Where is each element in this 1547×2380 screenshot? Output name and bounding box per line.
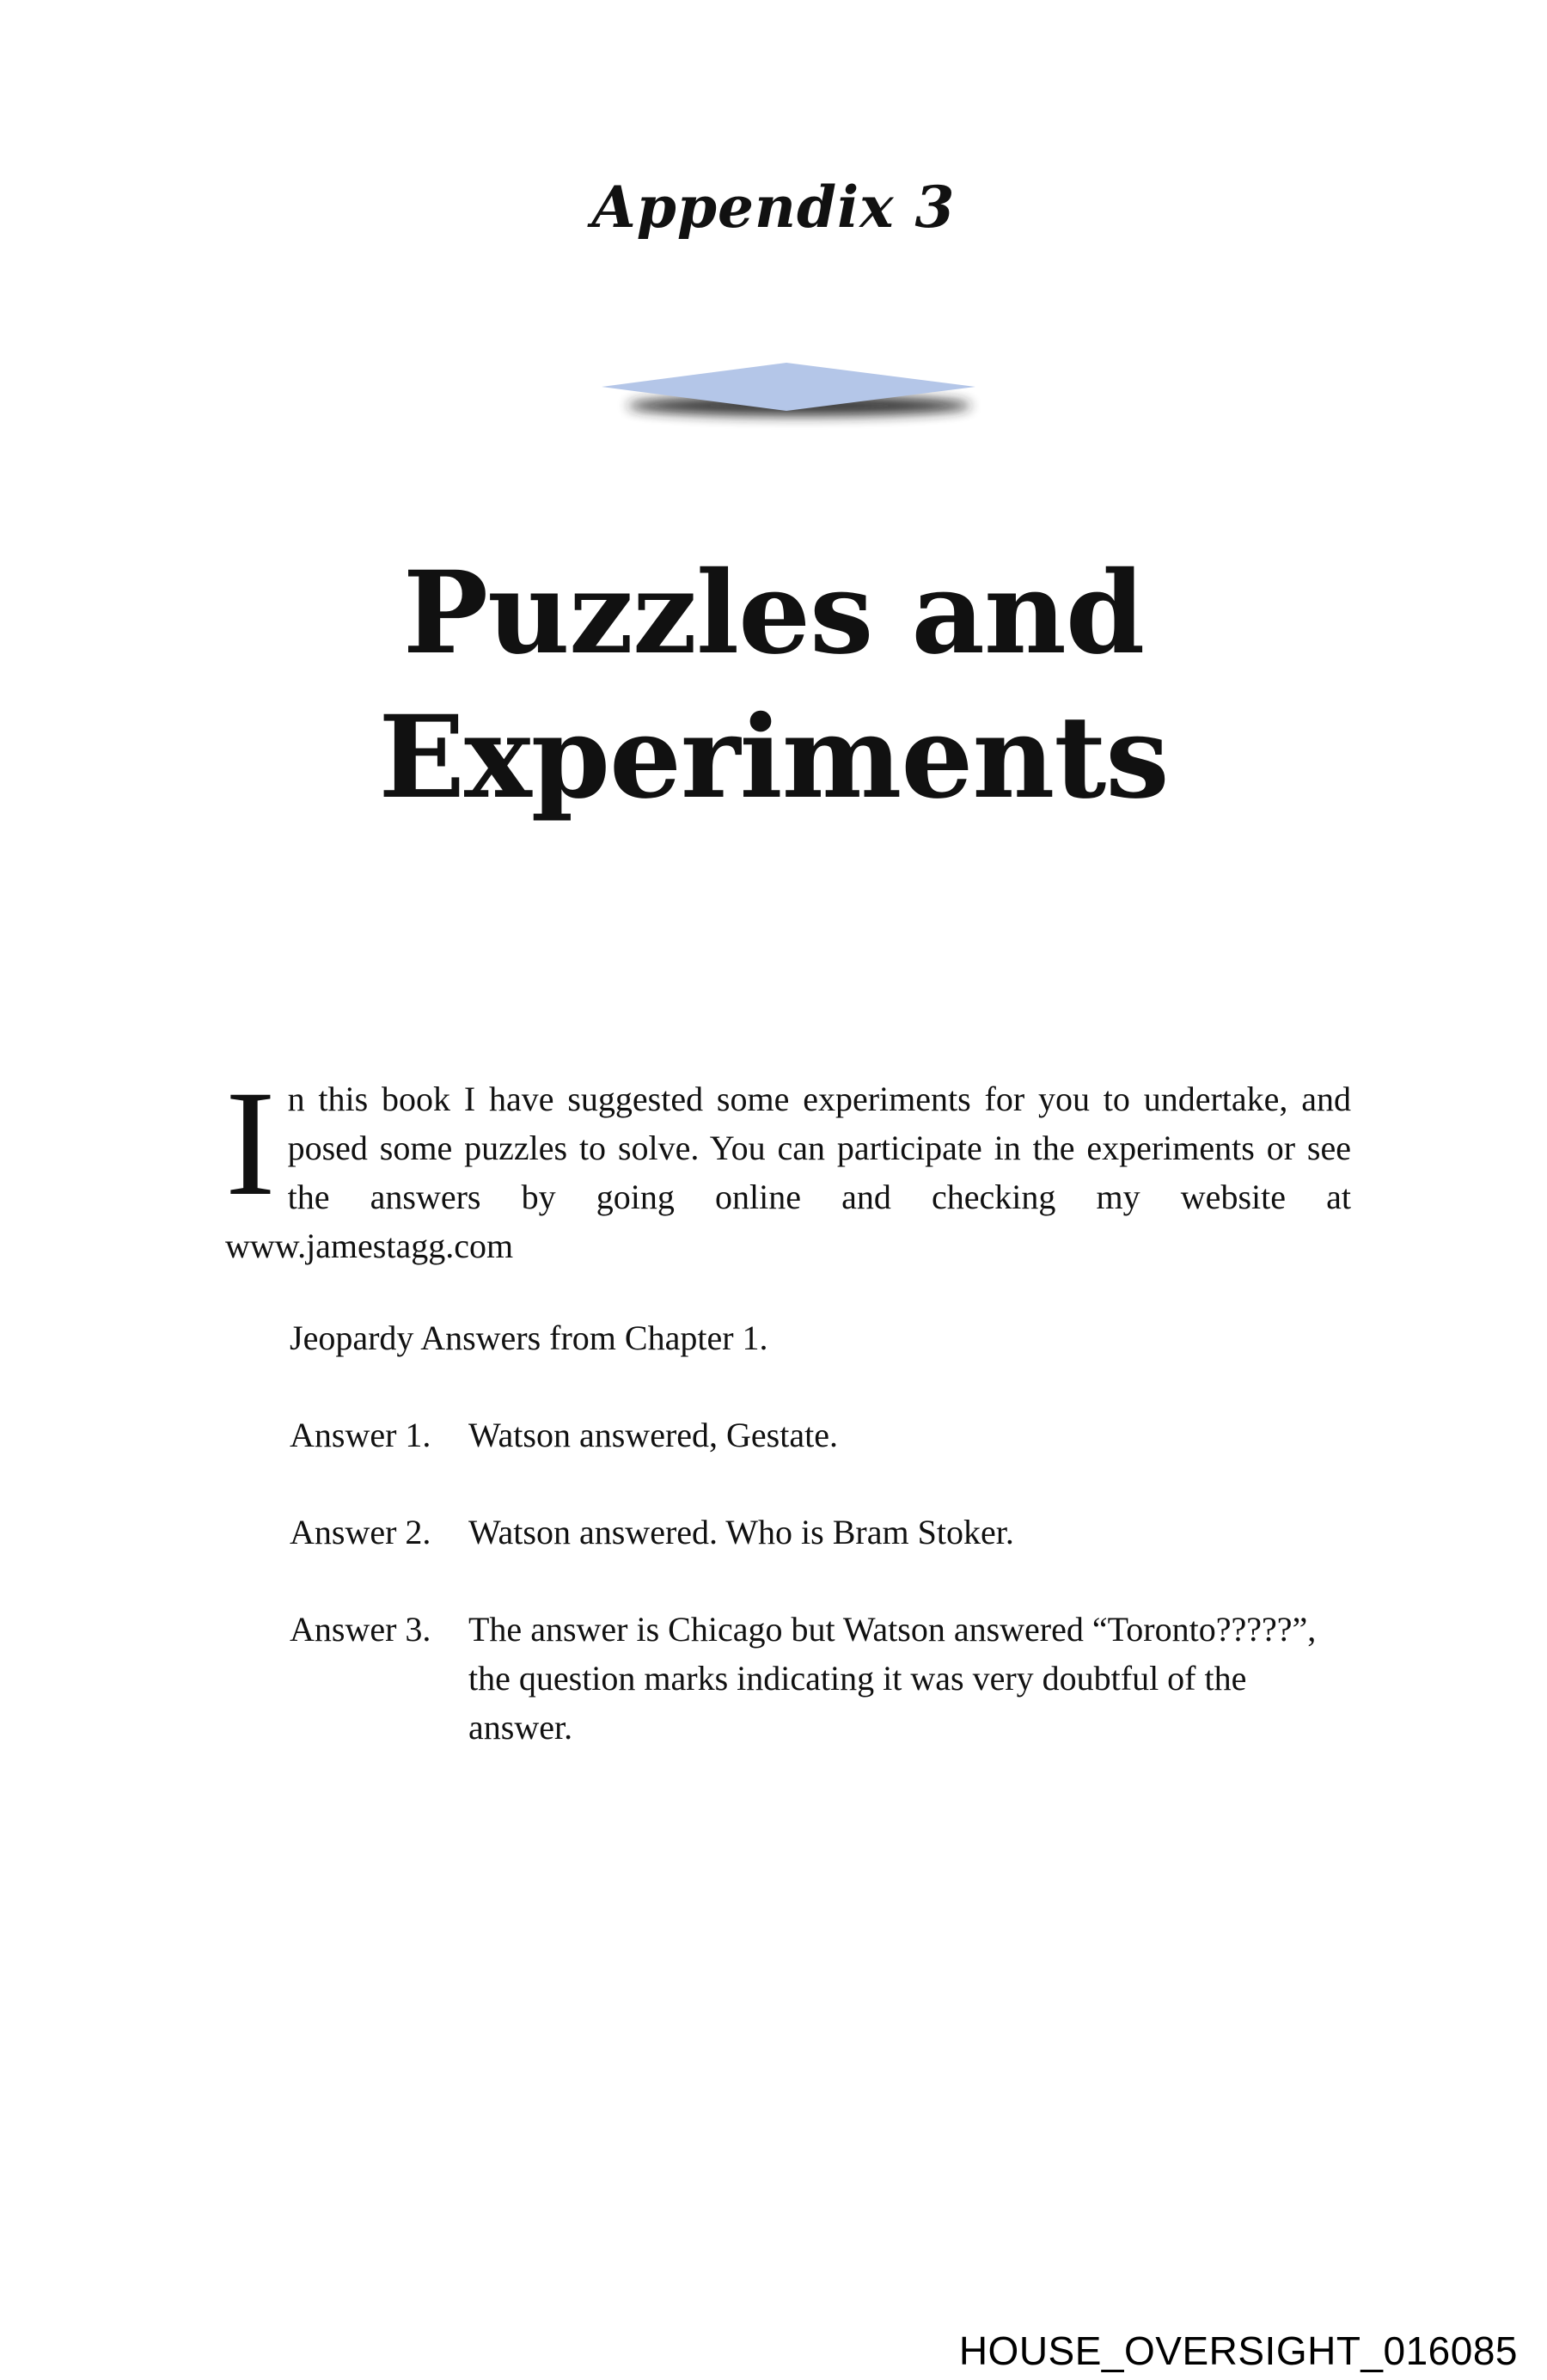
answer-label: Answer 2.: [290, 1513, 431, 1551]
answer-item-1: [290, 1410, 1351, 1459]
answer-label: Answer 3.: [290, 1610, 431, 1649]
drop-cap: I: [225, 1060, 276, 1227]
appendix-label: Appendix 3: [591, 174, 956, 241]
answers-list: [290, 1410, 1351, 1800]
answer-item-3: [290, 1605, 1351, 1752]
diamond-ornament-icon: [593, 352, 1006, 438]
intro-text: n this book I have suggested some experiments for you to undertake, and posed some puzzles to solve. You can participate in the experiments or see the answers by going online and checking my website at www.jamestagg.com: [225, 1080, 1351, 1265]
jeopardy-heading: Jeopardy Answers from Chapter 1.: [290, 1318, 768, 1357]
answer-text: Watson answered, Gestate.: [468, 1416, 838, 1454]
answer-label: Answer 1.: [290, 1416, 431, 1454]
intro-paragraph: [225, 1060, 1351, 1270]
document-id-stamp: HOUSE_OVERSIGHT_016085: [958, 2328, 1518, 2373]
chapter-title: [0, 541, 1547, 830]
answer-item-2: [290, 1508, 1351, 1557]
answer-text: The answer is Chicago but Watson answered “Toronto?????”, the question marks indicating it was very doubtful of the answer.: [468, 1610, 1317, 1747]
chapter-title-line-1: Puzzles and: [402, 547, 1145, 680]
answer-text: Watson answered. Who is Bram Stoker.: [468, 1513, 1014, 1551]
chapter-title-line-2: Experiments: [378, 691, 1169, 824]
